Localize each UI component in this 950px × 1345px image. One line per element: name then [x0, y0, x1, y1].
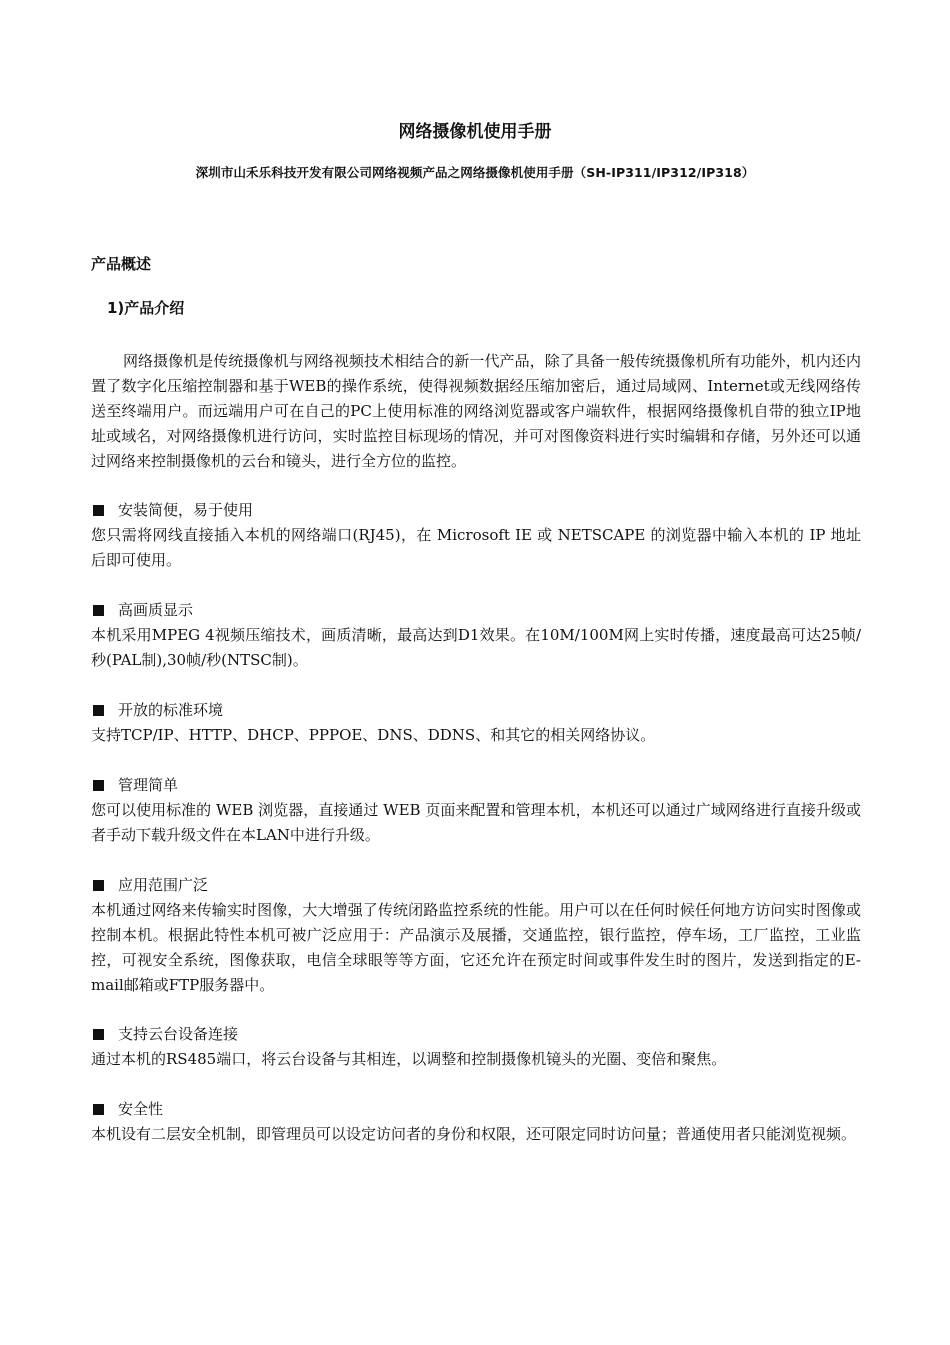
feature-heading-row — [91, 598, 861, 623]
feature-body: 本机采用MPEG 4视频压缩技术，画质清晰，最高达到D1效果。在10M/100M网上实时传播，速度最高可达25帧/秒(PAL制),30帧/秒(NTSC制)。 — [91, 626, 861, 669]
square-bullet-icon — [93, 705, 104, 716]
feature-heading-row — [91, 1022, 861, 1047]
square-bullet-icon — [93, 1029, 104, 1040]
feature-heading-row — [91, 698, 861, 723]
feature-body: 本机通过网络来传输实时图像，大大增强了传统闭路监控系统的性能。用户可以在任何时候任何地方访问实时图像或控制本机。根据此特性本机可被广泛应用于：产品演示及展播，交通监控，银行监控，停车场，工厂监控，工业监控，可视安全系统，图像获取，电信全球眼等等方面，它还允许在预定时间或事件发生时的图片，发送到指定的E-mail邮箱或FTP服务器中。 — [91, 901, 861, 994]
square-bullet-icon — [93, 605, 104, 616]
feature-block — [91, 1022, 861, 1072]
feature-body: 您只需将网线直接插入本机的网络端口(RJ45)，在 Microsoft IE 或 NETSCAPE 的浏览器中输入本机的 IP 地址后即可使用。 — [91, 526, 861, 569]
feature-body: 本机设有二层安全机制，即管理员可以设定访问者的身份和权限，还可限定同时访问量；普通使用者只能浏览视频。 — [91, 1125, 857, 1143]
feature-heading-row — [91, 498, 861, 523]
feature-heading: 高画质显示 — [118, 601, 194, 619]
feature-block — [91, 773, 861, 848]
feature-heading: 支持云台设备连接 — [118, 1025, 239, 1043]
square-bullet-icon — [93, 880, 104, 891]
subsection-heading: 1)产品介绍 — [107, 299, 185, 317]
feature-heading: 应用范围广泛 — [118, 876, 209, 894]
feature-heading: 管理简单 — [118, 776, 179, 794]
feature-heading-row — [91, 873, 861, 898]
feature-block — [91, 873, 861, 998]
intro-paragraph: 网络摄像机是传统摄像机与网络视频技术相结合的新一代产品，除了具备一般传统摄像机所有功能外，机内还内置了数字化压缩控制器和基于WEB的操作系统，使得视频数据经压缩加密后，通过局域网、Internet或无线网络传送至终端用户。而远端用户可在自己的PC上使用标准的网络浏览器或客户端软件，根据网络摄像机自带的独立IP地址或域名，对网络摄像机进行访问，实时监控目标现场的情况，并可对图像资料进行实时编辑和存储，另外还可以通过网络来控制摄像机的云台和镜头，进行全方位的监控。 — [91, 352, 861, 470]
square-bullet-icon — [93, 505, 104, 516]
feature-block — [91, 498, 861, 573]
feature-heading: 安装简便，易于使用 — [118, 501, 254, 519]
feature-body: 通过本机的RS485端口，将云台设备与其相连，以调整和控制摄像机镜头的光圈、变倍和聚焦。 — [91, 1050, 727, 1068]
feature-heading-row — [91, 1097, 861, 1122]
document-subtitle: 深圳市山禾乐科技开发有限公司网络视频产品之网络摄像机使用手册（SH-IP311/IP312/IP318） — [195, 165, 755, 180]
feature-block — [91, 598, 861, 673]
square-bullet-icon — [93, 780, 104, 791]
feature-heading: 安全性 — [118, 1100, 164, 1118]
square-bullet-icon — [93, 1104, 104, 1115]
section-heading: 产品概述 — [91, 255, 152, 273]
feature-body: 支持TCP/IP、HTTP、DHCP、PPPOE、DNS、DDNS、和其它的相关网络协议。 — [91, 726, 656, 744]
feature-block — [91, 698, 861, 748]
feature-heading: 开放的标准环境 — [118, 701, 224, 719]
feature-heading-row — [91, 773, 861, 798]
document-title: 网络摄像机使用手册 — [398, 122, 552, 142]
feature-body: 您可以使用标准的 WEB 浏览器，直接通过 WEB 页面来配置和管理本机，本机还可以通过广域网络进行直接升级或者手动下载升级文件在本LAN中进行升级。 — [91, 801, 861, 844]
feature-block — [91, 1097, 861, 1147]
